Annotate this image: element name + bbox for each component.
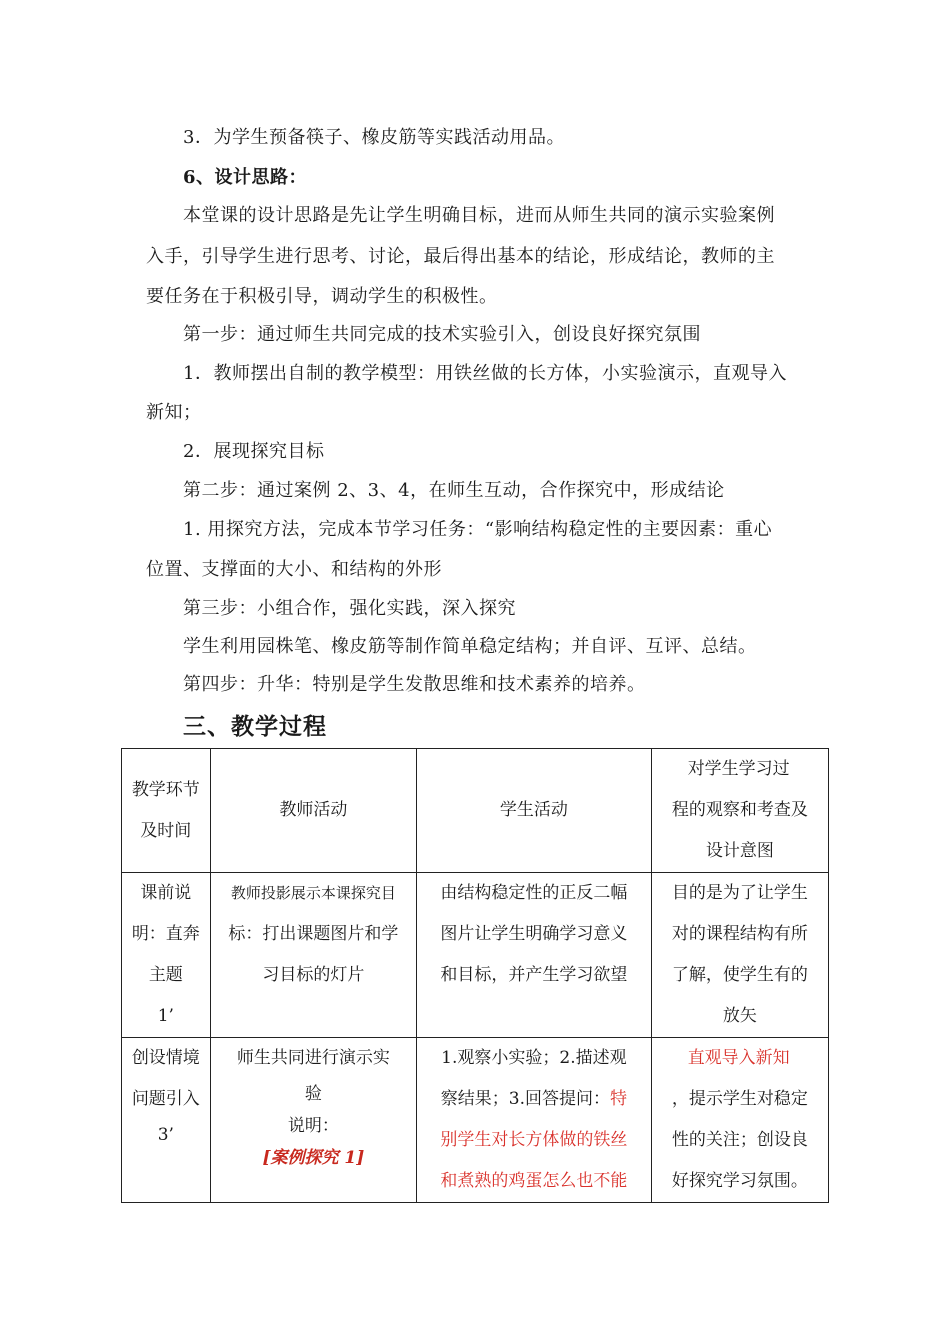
step-two: 第二步：通过案例 2、3、4，在师生互动，合作探究中，形成结论 [183, 480, 725, 501]
paragraph-design-3: 要任务在于积极引导，调动学生的积极性。 [146, 286, 498, 307]
paragraph-materials: 3．为学生预备筷子、橡皮筋等实践活动用品。 [183, 127, 565, 148]
row1-teacher [210, 873, 416, 1038]
row2-intent-line3: 性的关注；创设良 [671, 1130, 808, 1150]
row1-intent-line4: 放矢 [722, 1006, 757, 1026]
row1-student-line1: 由结构稳定性的正反二幅 [440, 883, 628, 903]
step-two-item-1: 1. 用探究方法，完成本节学习任务：“影响结构稳定性的主要因素：重心 [183, 519, 773, 540]
step-two-item-1-cont: 位置、支撑面的大小、和结构的外形 [146, 559, 442, 580]
row1-student-line2: 图片让学生明确学习意义 [440, 924, 628, 944]
step-three: 第三步：小组合作，强化实践，深入探究 [183, 598, 516, 619]
row1-teacher-line1: 教师投影展示本课探究目 [230, 884, 396, 902]
table-row [122, 1038, 829, 1203]
header-observation-intent [651, 749, 828, 873]
header-obs-line3: 设计意图 [705, 841, 774, 861]
row1-stage-line1: 课前说 [140, 883, 192, 903]
header-student-activity: 学生活动 [417, 749, 652, 873]
row2-intent [651, 1038, 828, 1203]
step-one-item-2: 2．展现探究目标 [183, 441, 325, 462]
row1-stage [122, 873, 211, 1038]
row2-intent-line4: 好探究学习氛围。 [671, 1171, 808, 1191]
step-one-item-1-cont: 新知； [146, 402, 202, 423]
step-three-detail: 学生利用园株笔、橡皮筋等制作简单稳定结构；并自评、互评、总结。 [183, 636, 757, 657]
teaching-process-table [121, 748, 829, 1203]
row1-student-line3: 和目标，并产生学习欲望 [440, 965, 628, 985]
row2-student [417, 1038, 652, 1203]
paragraph-design-2: 入手，引导学生进行思考、讨论，最后得出基本的结论，形成结论，教师的主 [146, 246, 775, 267]
header-obs-line1: 对学生学习过 [687, 759, 790, 779]
section-heading-teaching-process: 三、教学过程 [183, 714, 327, 740]
header-obs-line2: 程的观察和考查及 [671, 800, 808, 820]
row1-teacher-line3: 习目标的灯片 [262, 965, 365, 985]
header-teacher-activity: 教师活动 [210, 749, 416, 873]
row2-student-line1: 1.观察小实验；2.描述观 [441, 1048, 627, 1068]
row1-intent-line3: 了解，使学生有的 [671, 965, 808, 985]
row2-teacher-line1: 师生共同进行演示实 [236, 1048, 390, 1068]
row2-case-study-label: [案例探究 1] [262, 1148, 365, 1168]
header-stage-time [122, 749, 211, 873]
row2-stage-line2: 问题引入 [131, 1089, 200, 1109]
table-header-row [122, 749, 829, 873]
row2-student-line2 [423, 1079, 645, 1120]
section-title-design: 6、设计思路： [183, 167, 308, 188]
row2-intent-line2: ，提示学生对稳定 [671, 1089, 808, 1109]
row1-stage-time: 1’ [157, 1006, 174, 1026]
row2-teacher-line2: 验 [304, 1084, 322, 1104]
step-four: 第四步：升华：特别是学生发散思维和技术素养的培养。 [183, 674, 646, 695]
row1-student [417, 873, 652, 1038]
row2-stage-line1: 创设情境 [131, 1048, 200, 1068]
row2-student-line2-text: 察结果；3.回答提问： [440, 1089, 611, 1109]
row2-intent-line1: 直观导入新知 [687, 1048, 790, 1068]
header-stage-line2: 及时间 [140, 820, 192, 841]
row1-intent [651, 873, 828, 1038]
row1-teacher-line2: 标：打出课题图片和学 [228, 924, 399, 944]
row2-student-line3: 别学生对长方体做的铁丝 [440, 1130, 628, 1150]
row1-intent-line1: 目的是为了让学生 [671, 883, 808, 903]
row2-stage-time: 3’ [157, 1125, 174, 1145]
row2-student-line2-red: 特 [610, 1089, 628, 1109]
row2-teacher [210, 1038, 416, 1203]
table-row [122, 873, 829, 1038]
row1-intent-line2: 对的课程结构有所 [671, 924, 808, 944]
paragraph-design-1: 本堂课的设计思路是先让学生明确目标，进而从师生共同的演示实验案例 [183, 205, 775, 226]
step-one: 第一步：通过师生共同完成的技术实验引入，创设良好探究氛围 [183, 324, 701, 345]
row2-stage [122, 1038, 211, 1203]
header-stage-line1: 教学环节 [131, 779, 200, 800]
row1-stage-line2: 明：直奔 [131, 924, 200, 944]
step-one-item-1: 1．教师摆出自制的教学模型：用铁丝做的长方体，小实验演示，直观导入 [183, 363, 787, 384]
row2-teacher-line3: 说明： [287, 1116, 339, 1136]
row2-student-line4: 和煮熟的鸡蛋怎么也不能 [440, 1171, 628, 1191]
row1-stage-line3: 主题 [148, 965, 183, 985]
